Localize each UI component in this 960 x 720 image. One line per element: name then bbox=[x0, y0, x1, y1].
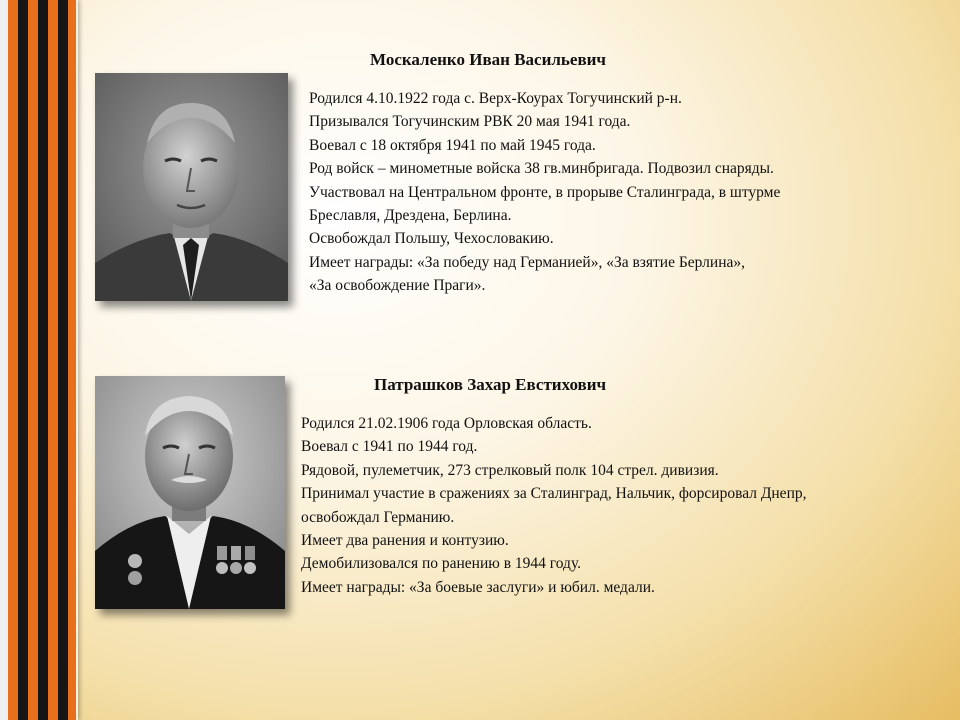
bio-line: Родился 21.02.1906 года Орловская область. bbox=[301, 415, 592, 432]
veteran-name: Патрашков Захар Евстихович bbox=[374, 375, 607, 394]
bio-line: Принимал участие в сражениях за Сталинград, Нальчик, форсировал Днепр, bbox=[301, 485, 807, 503]
bio-line: Имеет награды: «За победу над Германией», «За взятие Берлина», bbox=[309, 253, 746, 271]
portrait-photo-icon bbox=[95, 376, 285, 609]
veteran-bio bbox=[309, 87, 780, 298]
bio-line: Родился 4.10.1922 года с. Верх-Коурах Тогучинский р-н. bbox=[309, 90, 682, 107]
bio-line: Бреславля, Дрездена, Берлина. bbox=[309, 207, 512, 225]
bio-line: Демобилизовался по ранению в 1944 году. bbox=[301, 555, 582, 573]
bio-line: Род войск – минометные войска 38 гв.минбригада. Подвозил снаряды. bbox=[309, 160, 774, 178]
bio-line: Участвовал на Центральном фронте, в прорыве Сталинграда, в штурме bbox=[309, 183, 781, 201]
portrait-photo-1 bbox=[95, 73, 288, 301]
veteran-name: Москаленко Иван Васильевич bbox=[370, 50, 607, 69]
portrait-photo-icon bbox=[95, 73, 288, 301]
bio-line: «За освобождение Праги». bbox=[309, 277, 486, 295]
bio-line: Воевал с 1941 по 1944 год. bbox=[301, 438, 478, 456]
bio-line: Призывался Тогучинским РВК 20 мая 1941 года. bbox=[309, 113, 631, 131]
bio-line: Воевал с 18 октября 1941 по май 1945 года. bbox=[309, 136, 596, 154]
bio-line: освобождал Германию. bbox=[301, 508, 455, 526]
bio-line: Имеет два ранения и контузию. bbox=[301, 532, 509, 550]
st-george-ribbon bbox=[0, 0, 78, 720]
veteran-bio bbox=[301, 412, 806, 599]
bio-line: Освобождал Польшу, Чехословакию. bbox=[309, 230, 554, 248]
bio-line: Рядовой, пулеметчик, 273 стрелковый полк 104 стрел. дивизия. bbox=[301, 461, 719, 479]
bio-line: Имеет награды: «За боевые заслуги» и юбил. медали. bbox=[301, 578, 655, 596]
portrait-photo-2 bbox=[95, 376, 285, 609]
